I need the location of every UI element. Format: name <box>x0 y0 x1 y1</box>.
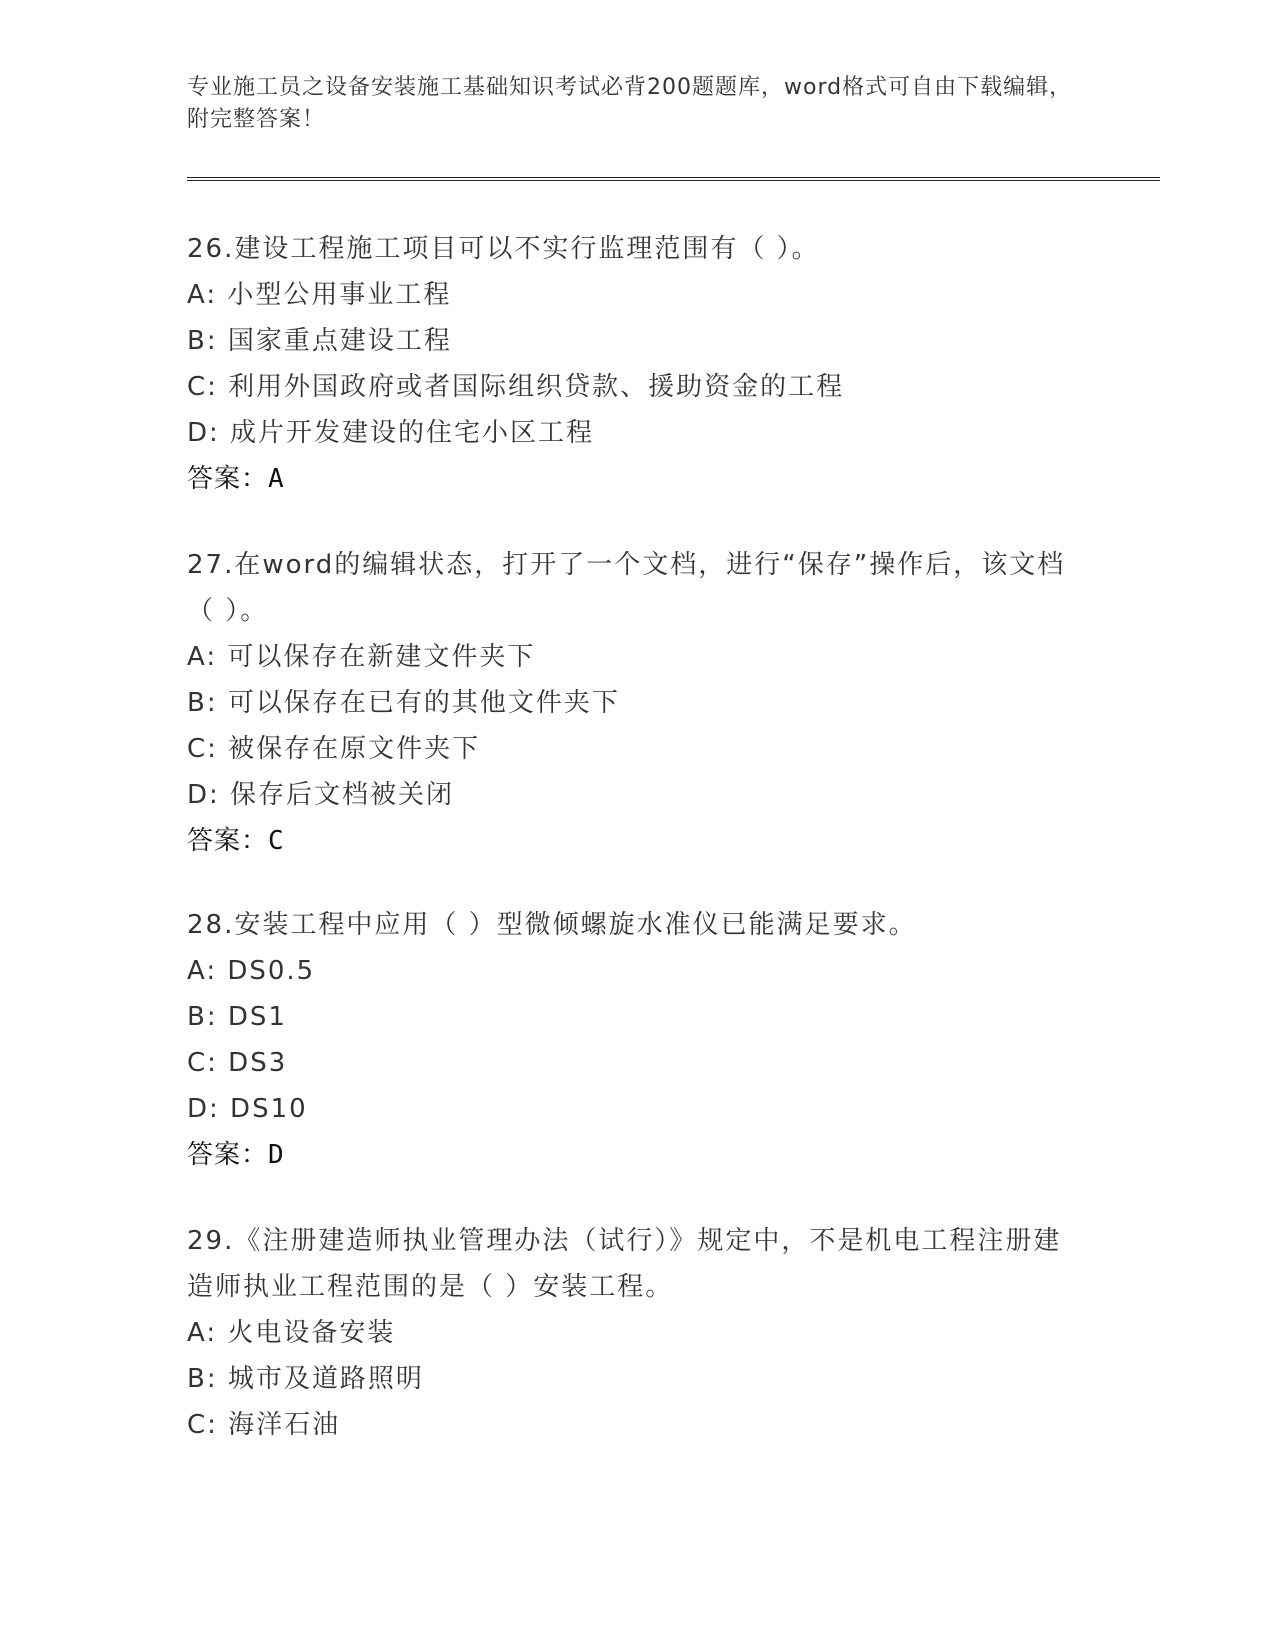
option-d: D: 成片开发建设的住宅小区工程 <box>187 418 595 448</box>
question-28 <box>187 902 1087 1178</box>
option-c: C: 利用外国政府或者国际组织贷款、援助资金的工程 <box>187 372 845 402</box>
option-b: B: 国家重点建设工程 <box>187 326 452 356</box>
header-divider <box>187 177 1160 181</box>
answer-value: D <box>268 1140 285 1170</box>
question-27 <box>187 542 1087 864</box>
option-c: C: DS3 <box>187 1048 288 1078</box>
option-a: A: 火电设备安装 <box>187 1318 396 1348</box>
option-c: C: 海洋石油 <box>187 1410 341 1440</box>
answer-line <box>187 456 1087 502</box>
answer-label: 答案： <box>187 464 269 494</box>
question-stem: 29.《注册建造师执业管理办法（试行）》规定中，不是机电工程注册建造师执业工程范围的是（ ）安装工程。 <box>187 1226 1062 1302</box>
answer-value: A <box>268 464 285 494</box>
option-c: C: 被保存在原文件夹下 <box>187 734 481 764</box>
option-a: A: 可以保存在新建文件夹下 <box>187 642 536 672</box>
document-header: 专业施工员之设备安装施工基础知识考试必背200题题库，word格式可自由下载编辑，附完整答案！ <box>187 75 1073 132</box>
option-b: B: DS1 <box>187 1002 287 1032</box>
answer-label: 答案： <box>187 1140 269 1170</box>
option-d: D: DS10 <box>187 1094 308 1124</box>
question-29 <box>187 1218 1087 1448</box>
answer-line <box>187 818 1087 864</box>
option-a: A: 小型公用事业工程 <box>187 280 452 310</box>
option-d: D: 保存后文档被关闭 <box>187 780 455 810</box>
option-b: B: 可以保存在已有的其他文件夹下 <box>187 688 620 718</box>
option-b: B: 城市及道路照明 <box>187 1364 424 1394</box>
option-a: A: DS0.5 <box>187 956 316 986</box>
question-26 <box>187 226 1087 502</box>
question-stem: 27.在word的编辑状态，打开了一个文档，进行“保存”操作后，该文档（ ）。 <box>187 550 1066 626</box>
question-stem: 26.建设工程施工项目可以不实行监理范围有（ ）。 <box>187 234 820 264</box>
question-stem: 28.安装工程中应用（ ）型微倾螺旋水准仪已能满足要求。 <box>187 910 917 940</box>
answer-label: 答案： <box>187 826 269 856</box>
answer-value: C <box>268 826 285 856</box>
answer-line <box>187 1132 1087 1178</box>
